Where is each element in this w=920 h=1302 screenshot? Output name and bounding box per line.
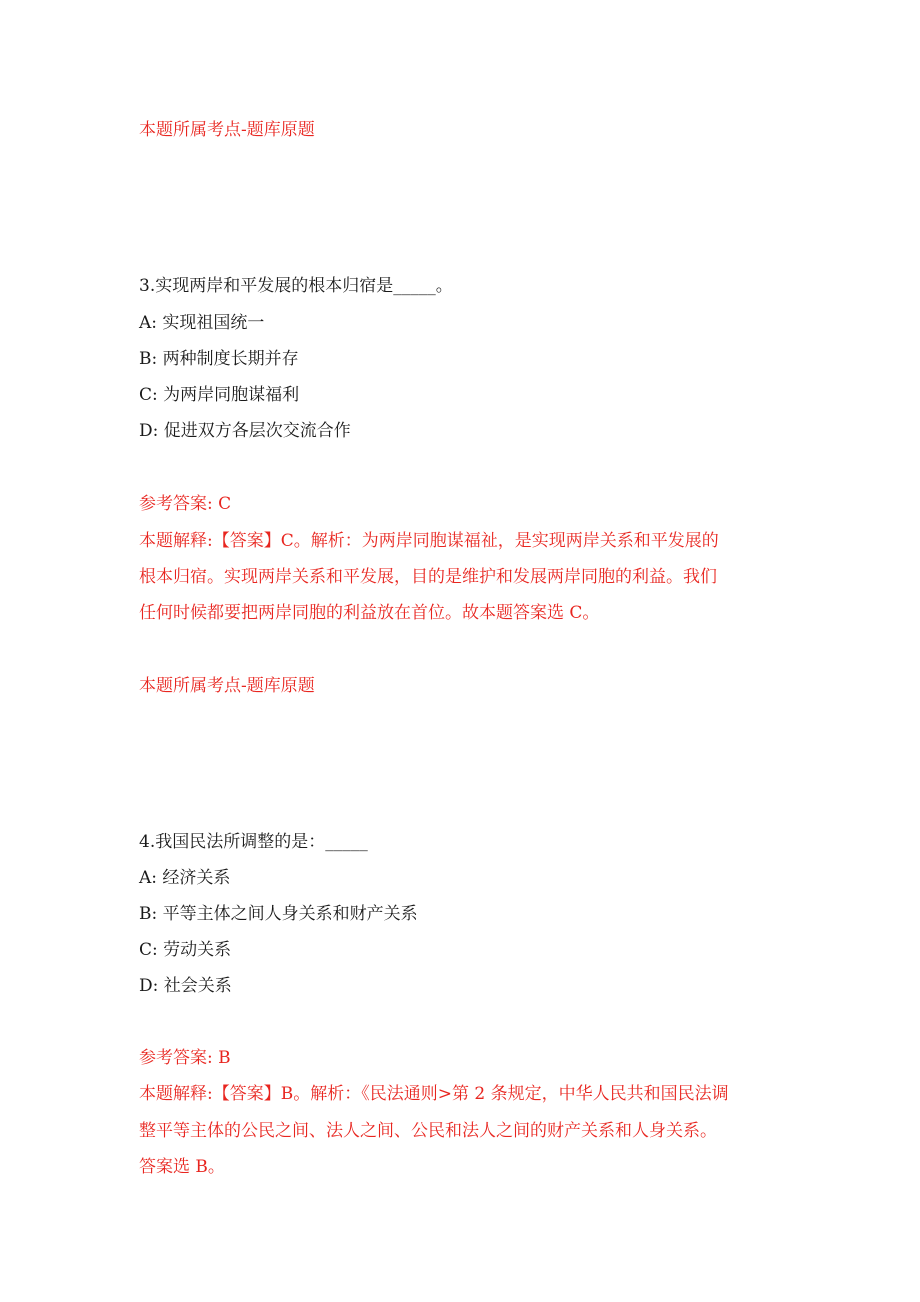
- question-4-stem: 4.我国民法所调整的是：_____: [139, 832, 368, 852]
- question-3-option-a: A: 实现祖国统一: [139, 313, 265, 333]
- question-3-option-c: C: 为两岸同胞谋福利: [139, 385, 300, 405]
- question-4-option-d: D: 社会关系: [139, 976, 232, 996]
- question-3-explanation-line-2: 根本归宿。实现两岸关系和平发展，目的是维护和发展两岸同胞的利益。我们: [139, 567, 717, 587]
- question-4-explanation-line-1: 本题解释:【答案】B。解析：《民法通则>第 2 条规定，中华人民共和国民法调: [139, 1084, 729, 1104]
- question-3-answer: 参考答案: C: [139, 494, 232, 514]
- question-3-explanation-line-1: 本题解释:【答案】C。解析：为两岸同胞谋福祉，是实现两岸关系和平发展的: [139, 531, 719, 551]
- top-category-label: 本题所属考点-题库原题: [139, 120, 315, 140]
- question-4-option-b: B: 平等主体之间人身关系和财产关系: [139, 904, 418, 924]
- question-4-explanation-line-2: 整平等主体的公民之间、法人之间、公民和法人之间的财产关系和人身关系。: [139, 1121, 717, 1141]
- question-4-option-a: A: 经济关系: [139, 868, 231, 888]
- question-4-explanation-line-3: 答案选 B。: [139, 1157, 225, 1177]
- question-3-option-d: D: 促进双方各层次交流合作: [139, 421, 351, 441]
- question-3-stem: 3.实现两岸和平发展的根本归宿是_____。: [139, 276, 453, 296]
- question-3-option-b: B: 两种制度长期并存: [139, 349, 299, 369]
- question-4-answer: 参考答案: B: [139, 1048, 231, 1068]
- question-3-explanation-line-3: 任何时候都要把两岸同胞的利益放在首位。故本题答案选 C。: [139, 603, 600, 623]
- question-4-option-c: C: 劳动关系: [139, 940, 232, 960]
- question-3-category-label: 本题所属考点-题库原题: [139, 676, 315, 696]
